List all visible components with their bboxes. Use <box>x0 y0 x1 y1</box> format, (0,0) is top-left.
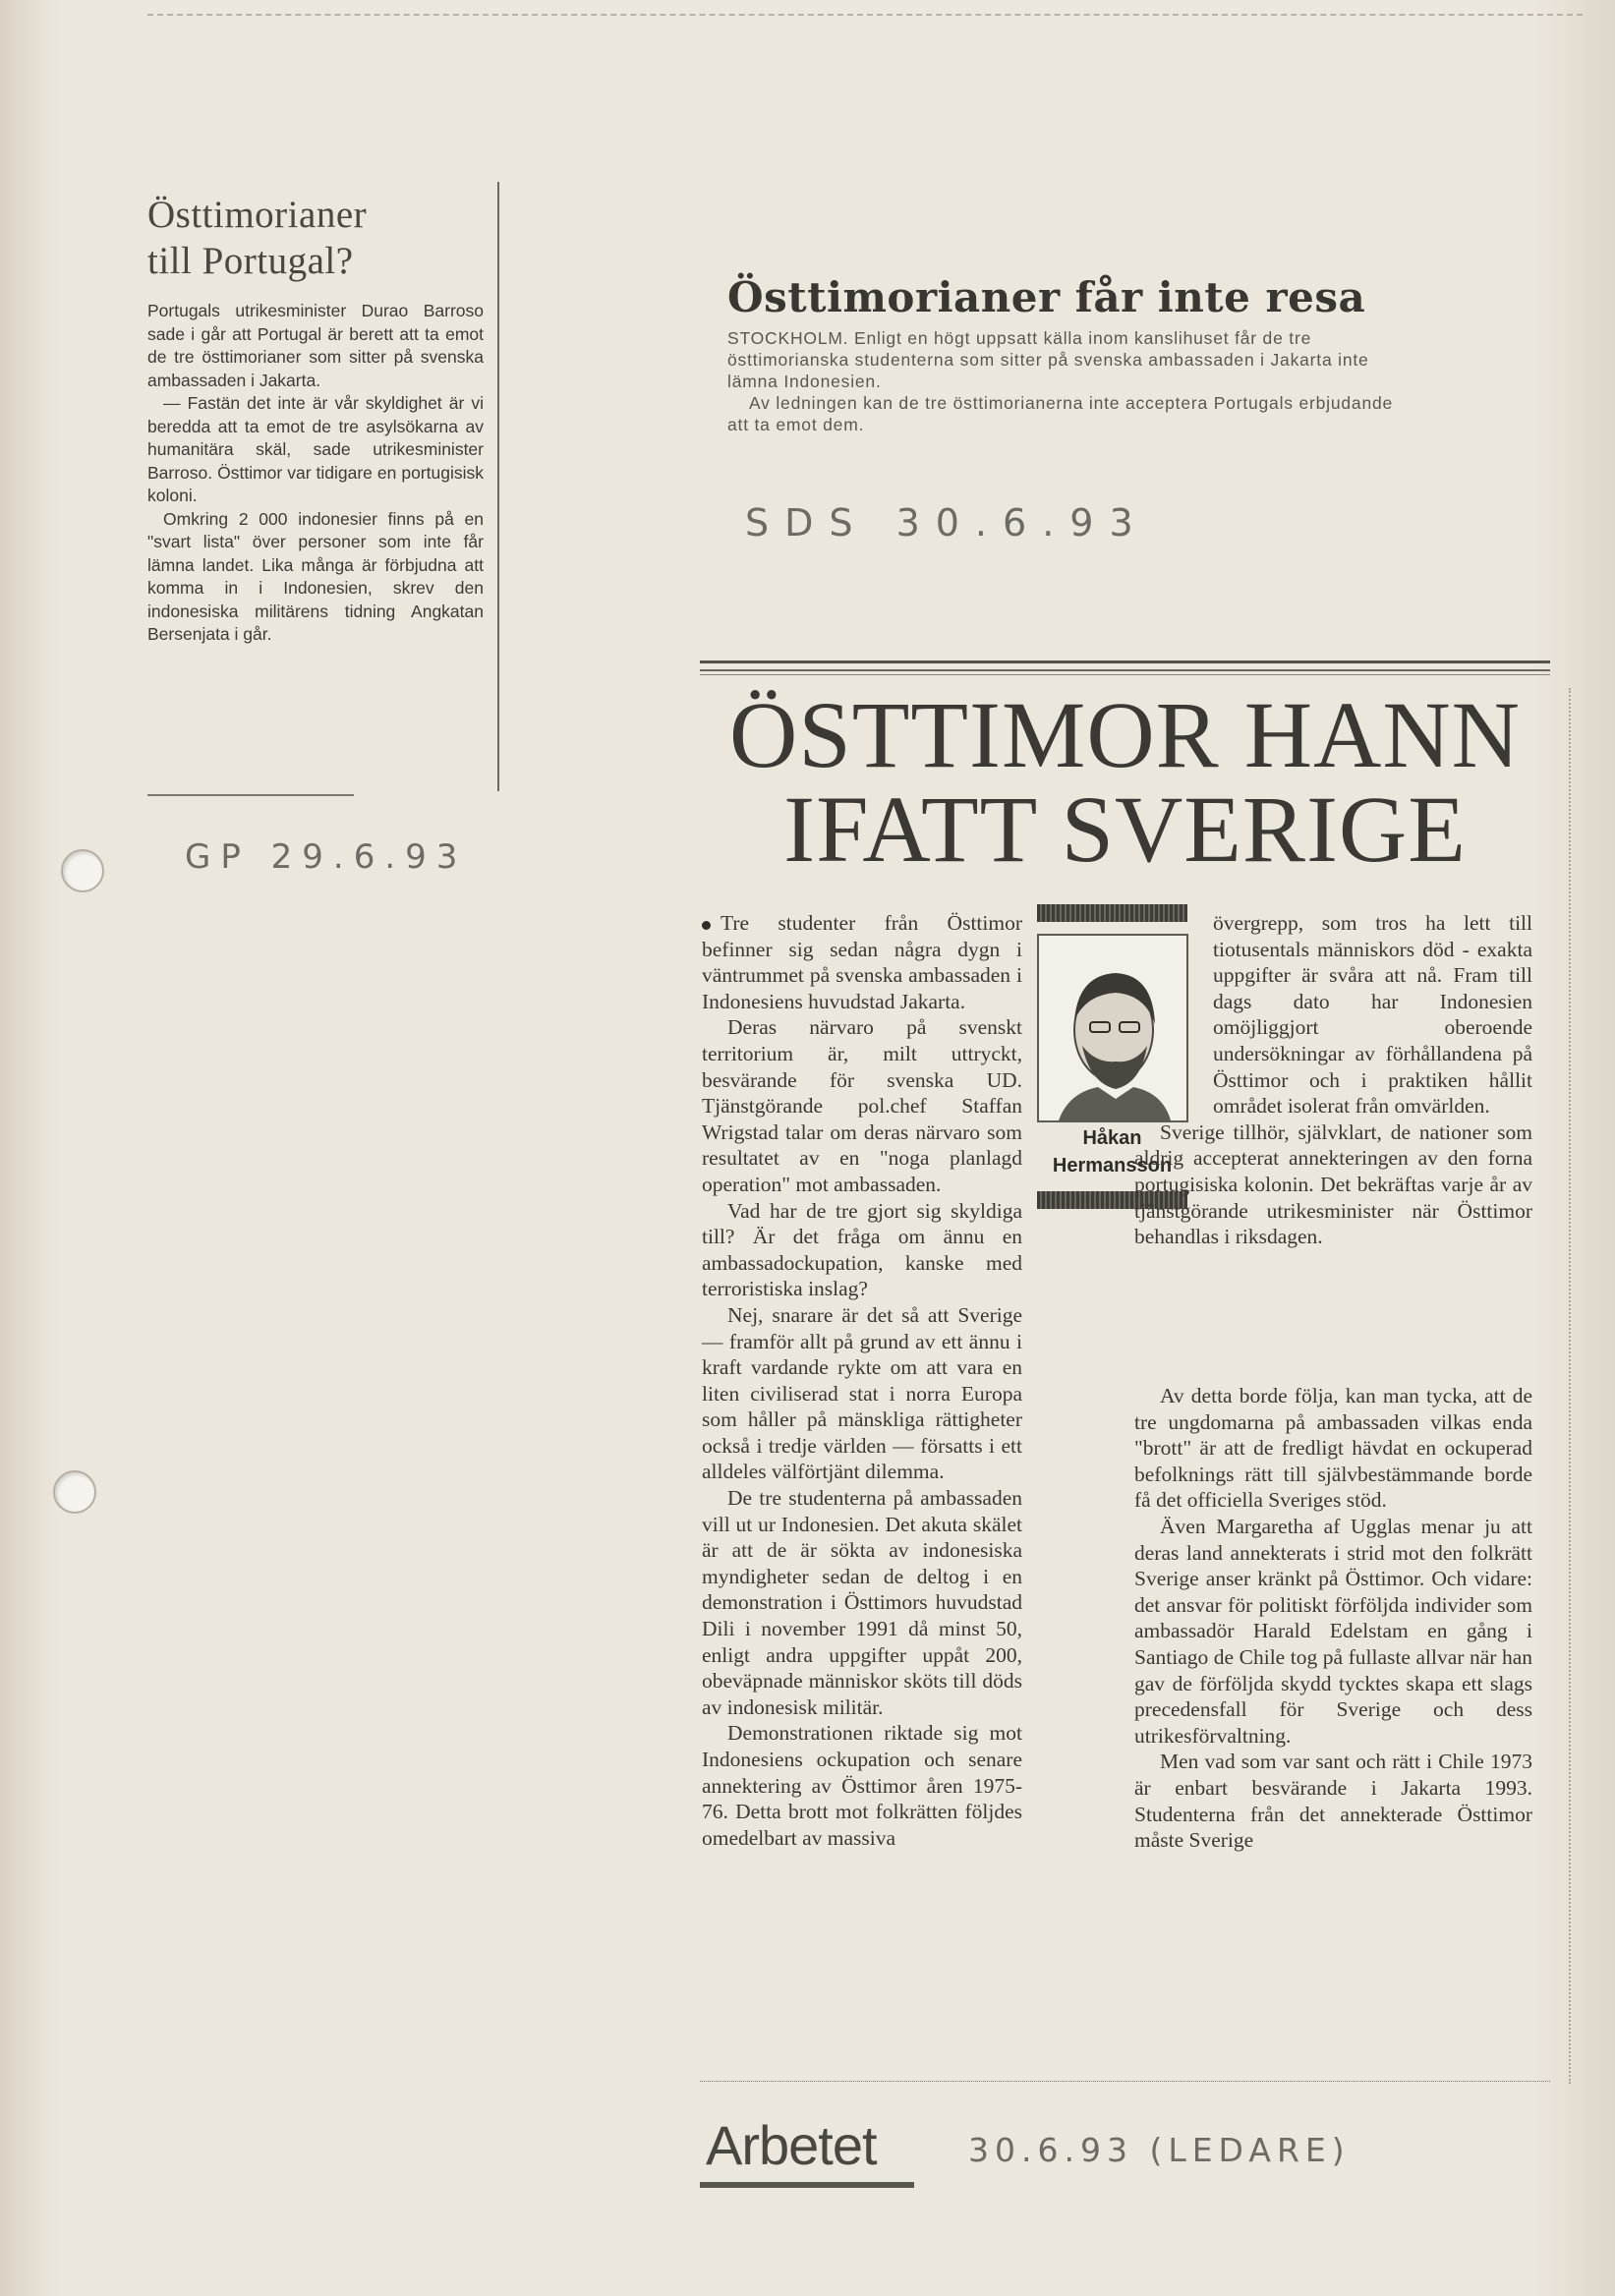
paragraph: Men vad som var sant och rätt i Chile 1973 är enbart besvärande i Jakarta 1993. Studenterna från det annekterade Östtimor måste Sverige <box>1134 1750 1532 1853</box>
clipping-sds-body <box>727 327 1415 435</box>
title-line-1: Östtimorianer <box>147 194 368 236</box>
punch-hole-top <box>61 849 104 892</box>
paragraph: Portugals utrikesminister Durao Barroso sade i går att Portugal är berett att ta emot de tre östtimorianer som sitter på svenska ambassaden i Jakarta. <box>147 301 484 390</box>
paragraph: övergrepp, som tros ha lett till tiotusentals människors död - exakta uppgifter är svåra att nå. Fram till dags dato har Indonesien omöjliggjort oberoende undersökningar av förhållandena på Östtimor och i praktiken hållit området isolerat från omvärlden. <box>1213 911 1532 1119</box>
handnote-gp: GP 29.6.93 <box>185 837 468 877</box>
article-top-rule <box>700 660 1550 671</box>
clipping-gp-body <box>147 300 484 647</box>
clipping-gp <box>147 192 501 647</box>
paragraph: Av ledningen kan de tre östtimorianerna inte acceptera Portugals erbjudande att ta emot dem. <box>727 393 1394 434</box>
paragraph: Av detta borde följa, kan man tycka, att de tre ungdomarna på ambassaden vilkas enda "brott" är att de fredligt hävdat en ockuperad befolknings rätt till självbestämmande borde få det officiella Sveriges stöd. <box>1134 1384 1532 1513</box>
article-column-2 <box>1134 1383 1532 1854</box>
headline-line-2: IFATT SVERIGE <box>783 776 1467 882</box>
paragraph: Nej, snarare är det så att Sverige — framför allt på grund av ett ännu i kraft vardande rykte om att vara en liten civiliserad stat i norra Europa som håller på mänskliga rättigheter också i tredje världen — försatts i ett alldeles välförtjänt dilemma. <box>702 1302 1022 1484</box>
masthead-underline <box>700 2182 914 2188</box>
paragraph: Sverige tillhör, självklart, de nationer som aldrig accepterat annekteringen av den forna portugisiska kolonin. Det bekräftas varje år av tjänstgörande utrikesminister när Östtimor behandlas i riksdagen. <box>1134 1119 1532 1249</box>
paragraph: Omkring 2 000 indonesier finns på en "svart lista" över personer som inte får lämna landet. Lika många är förbjudna att komma in i Indonesien, skrev den indonesiska militärens tidning Angkatan Bersenjata i går. <box>147 508 484 644</box>
paragraph: — Fastän det inte är vår skyldighet är vi beredda att ta emot de tre asylsökarna av humanitära skäl, sade utrikesminister Barroso. Östtimor var tidigare en portugisisk koloni. <box>147 393 484 505</box>
punch-hole-bottom <box>53 1470 96 1514</box>
paragraph: Deras närvaro på svenskt territorium är, milt uttryckt, besvärande för svenska UD. Tjänstgörande pol.chef Staffan Wrigstad talar om deras närvaro som resultatet av en "noga planlagd operation" mot ambassaden. <box>702 1015 1022 1196</box>
clipping-sds <box>727 273 1415 435</box>
paragraph: Vad har de tre gjort sig skyldiga till? Är det fråga om ännu en ambassadockupation, kanske med terroristiska inslag? <box>702 1198 1022 1301</box>
clipping-gp-bottom-rule <box>147 794 354 796</box>
author-last-name: Hermansson <box>1052 1155 1173 1177</box>
lead-paragraph: Tre studenter från Östtimor befinner sig sedan några dygn i väntrummet på svenska ambassaden i Indonesiens huvudstad Jakarta. <box>702 911 1022 1013</box>
paragraph: De tre studenterna på ambassaden vill ut ur Indonesien. Det akuta skälet är att de är sökta av indonesiska myndigheter sedan de deltog i en demonstration i Östtimors huvudstad Dili i november 1991 då minst 50, enligt andra uppgifter uppåt 200, obeväpnade människor sköts till döds av indonesisk militär. <box>702 1486 1022 1719</box>
author-first-name: Håkan <box>1082 1127 1142 1149</box>
clipping-gp-title <box>147 192 501 284</box>
article-headline <box>700 682 1550 882</box>
byline-bar-top <box>1037 904 1187 922</box>
article-column-1 <box>702 910 1022 1851</box>
clipping-sds-title: Östtimorianer får inte resa <box>727 273 1366 321</box>
masthead-arbetet: Arbetet <box>706 2114 877 2176</box>
article-bottom-rule <box>700 2081 1550 2082</box>
title-line-2: till Portugal? <box>147 240 354 282</box>
paragraph: STOCKHOLM. Enligt en högt uppsatt källa inom kanslihuset får de tre östtimorianska studenterna som sitter på svenska ambassaden i Jakarta inte lämna Indonesien. <box>727 328 1369 391</box>
article-margin-rule <box>1569 688 1571 2084</box>
top-dashed-edge <box>147 14 1583 16</box>
article-column-2-top <box>1134 910 1532 1250</box>
paragraph: Demonstrationen riktade sig mot Indonesiens ockupation och senare annektering av Östtimor åren 1975-76. Detta brott mot folkrätten följdes omedelbart av massiva <box>702 1721 1022 1850</box>
bullet-icon <box>702 921 711 930</box>
author-portrait <box>1037 934 1188 1122</box>
paragraph: Även Margaretha af Ugglas menar ju att deras land annekterats i strid mot den folkrätt Sverige anser kränkt på Östtimor. Och vidare: det ansvar för politiskt förföljda individer som ambassadör Harald Edelstam en gång i Santiago de Chile tog på fullaste allvar när han gav de förföljda skydd tycktes skapa ett slags precedensfall för Sverige och dess utrikesförvaltning. <box>1134 1514 1532 1748</box>
headline-line-1: ÖSTTIMOR HANN <box>729 682 1521 787</box>
article-top-rule-thin <box>700 674 1550 675</box>
handnote-arbetet: 30.6.93 (LEDARE) <box>968 2131 1351 2169</box>
handnote-sds: SDS 30.6.93 <box>745 501 1149 545</box>
column-rule <box>497 182 499 791</box>
